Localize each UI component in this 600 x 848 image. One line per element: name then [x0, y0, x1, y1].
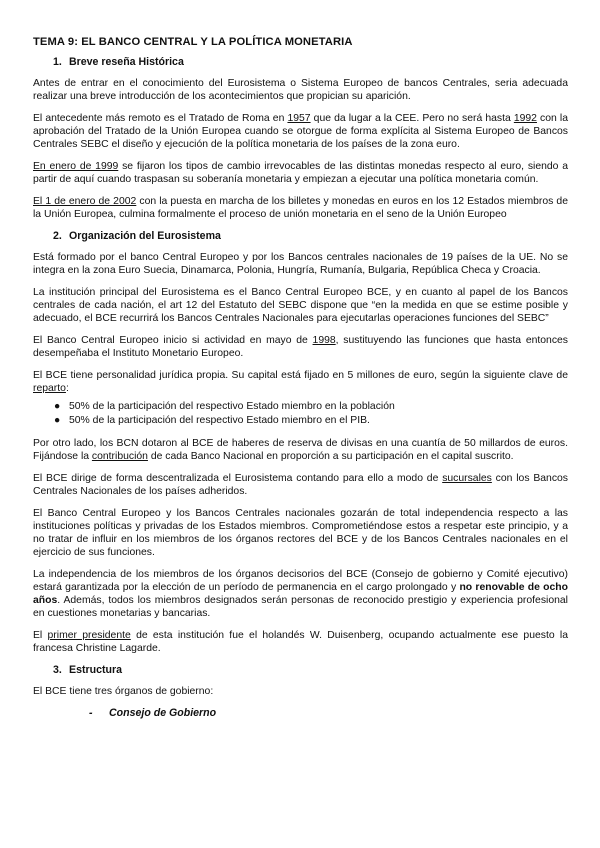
paragraph-organos-decisorios: La independencia de los miembros de los órganos decisorios del BCE (Consejo de gobierno y Comité ejecutivo) estará garantizada por la elección de un período de permanencia en el cargo prolongado y no renovable de ocho años. Además, todos los miembros designados serán personas de reconocido prestigio y experiencia profesional en cuestiones monetarias y bancarias. — [33, 569, 569, 619]
dash-bullet-icon: - — [89, 707, 93, 719]
paragraph-antecedente: El antecedente más remoto es el Tratado de Roma en 1957 que da lugar a la CEE. Pero no será hasta 1992 con la aprobación del Tratado de la Unión Europea cuando se otorgue de forma explícita al Sistema Europeo de Bancos Centrales SEBC el diseño y ejecución de la política monetaria de los países de la zona euro. — [33, 113, 568, 150]
paragraph-inicio-actividad: El Banco Central Europeo inicio si actividad en mayo de 1998, sustituyendo las funciones que hasta entonces desempeñaba el Instituto Monetario Europeo. — [33, 335, 568, 359]
paragraph-1999: En enero de 1999 se fijaron los tipos de cambio irrevocables de las distintas monedas respecto al euro, siendo a partir de aquí cuando traspasan su soberanía monetaria y empiezan a ejecutar una política monetaria común. — [33, 161, 568, 185]
section-heading-3: 3. Estructura — [53, 664, 122, 676]
paragraph-2002: El 1 de enero de 2002 con la puesta en marcha de los billetes y monedas en euros en los 12 Estados miembros de la Unión Europea, culmina formalmente el proceso de unión monetaria en el seno de la Unión Europeo — [33, 196, 568, 220]
section-heading-1: 1. Breve reseña Histórica — [53, 56, 184, 68]
paragraph-capital: El BCE tiene personalidad jurídica propia. Su capital está fijado en 5 millones de euro, según la siguiente clave de reparto: — [33, 370, 568, 394]
paragraph-institucion: La institución principal del Eurosistema es el Banco Central Europeo BCE, y en cuanto al papel de los Bancos centrales de cada nación, el art 12 del Estatuto del SEBC dispone que “en la medida en que se estime posible y adecuado, el BCE recurrirá los Bancos Centrales Nacionales para ejecutarlas operaciones funciones del SEBC” — [33, 287, 568, 324]
capital-bullet-list — [33, 400, 568, 428]
paragraph-composicion: Está formado por el banco Central Europeo y por los Bancos centrales nacionales de 19 países de la UE. No se integra en la zona Euro Suecia, Dinamarca, Polonia, Hungría, Rumanía, Bulgaria, República Checa y Croacia. — [33, 252, 568, 276]
subitem-consejo-gobierno: - Consejo de Gobierno — [89, 707, 217, 719]
paragraph-descentralizacion: El BCE dirige de forma descentralizada el Eurosistema contando para ello a modo de sucursales con los Bancos Centrales Nacionales de los países adheridos. — [33, 473, 568, 497]
bullet-icon: ● — [54, 415, 61, 426]
list-item: ● 50% de la participación del respectivo Estado miembro en la población — [54, 401, 395, 412]
bullet-icon: ● — [54, 401, 61, 412]
paragraph-intro: Antes de entrar en el conocimiento del Eurosistema o Sistema Europeo de bancos Centrales, seria adecuada realizar una breve introducción de los acontecimientos que propician su aparición. — [33, 78, 568, 102]
paragraph-independencia: El Banco Central Europeo y los Bancos Centrales nacionales gozarán de total independencia respecto a las instituciones políticas y privadas de los Estados miembros. Comprometiéndose estos a respetar este principio, y a no tratar de influir en los miembros de los órganos rectores del BCE y de los Bancos Centrales nacionales en el ejercicio de sus funciones. — [33, 508, 568, 558]
paragraph-reservas: Por otro lado, los BCN dotaron al BCE de haberes de reserva de divisas en una cuantía de 50 millardos de euros. Fijándose la contribución de cada Banco Nacional en proporción a su participación en el capital suscrito. — [33, 438, 568, 462]
paragraph-organos-gobierno: El BCE tiene tres órganos de gobierno: — [33, 686, 214, 697]
section-heading-2: 2. Organización del Eurosistema — [53, 230, 221, 242]
document-title: TEMA 9: EL BANCO CENTRAL Y LA POLÍTICA MONETARIA — [33, 36, 353, 48]
document-page — [33, 36, 568, 719]
paragraph-presidente: El primer presidente de esta institución fue el holandés W. Duisenberg, ocupando actualmente ese puesto la francesa Christine Lagarde. — [33, 630, 568, 654]
list-item: ● 50% de la participación del respectivo Estado miembro en el PIB. — [54, 415, 370, 426]
